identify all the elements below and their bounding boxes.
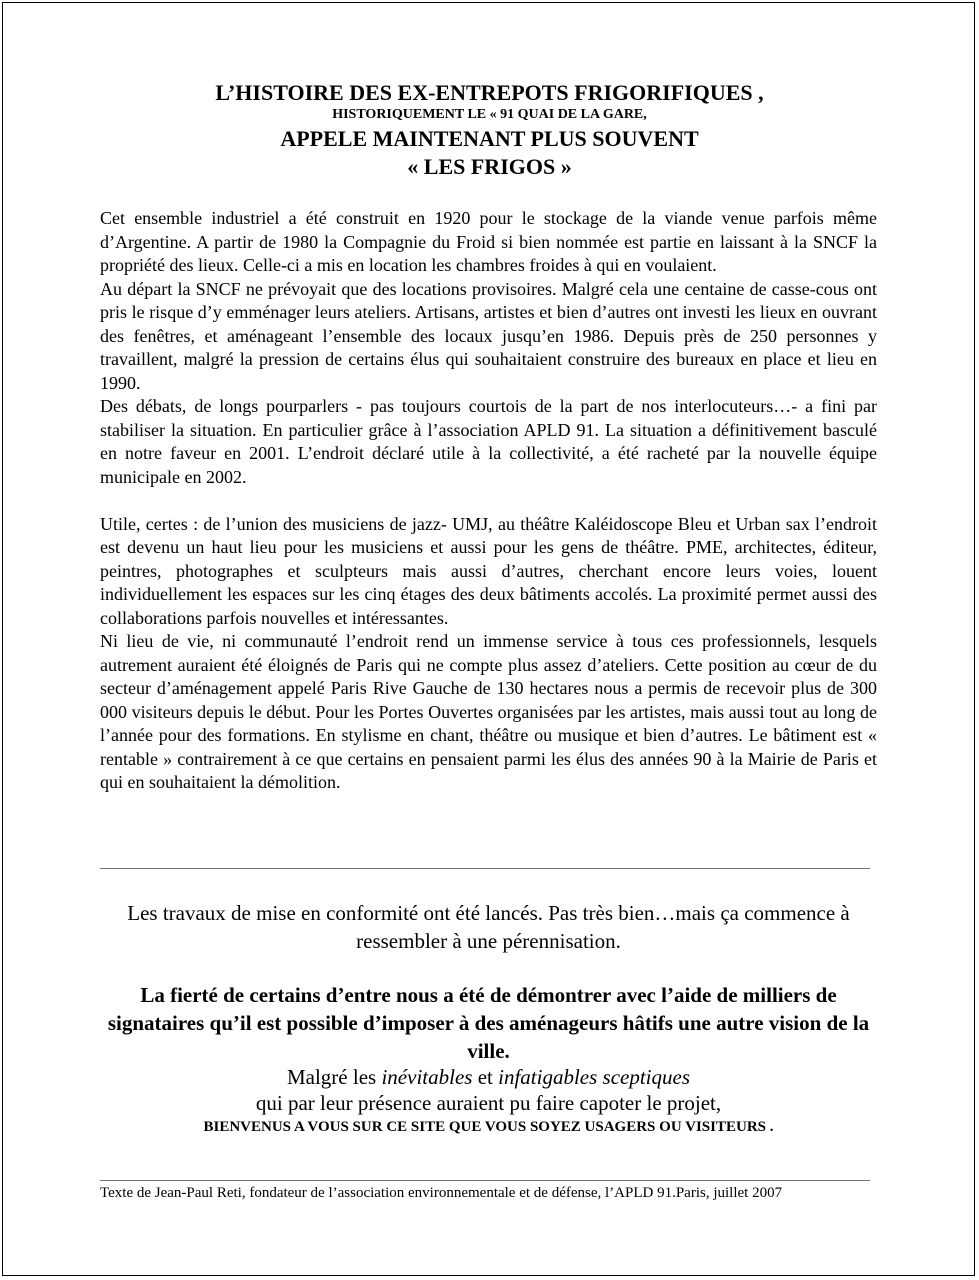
presence-line: qui par leur présence auraient pu faire capoter le projet, <box>255 1091 722 1115</box>
paragraph-construction: Cet ensemble industriel a été construit en 1920 pour le stockage de la viande venue parfois même d’Argentine. A partir de 1980 la Compagnie du Froid si bien nommée est partie en laissant à la SNCF la propriété des lieux. Celle-ci a mis en location les chambres froides à qui en voulaient. <box>100 208 877 275</box>
sceptics-mid: et <box>472 1065 499 1089</box>
sceptics-prefix: Malgré les <box>286 1065 382 1089</box>
sceptics-italic-1: inévitables <box>381 1065 473 1089</box>
author-credit: Texte de Jean-Paul Reti, fondateur de l’association environnementale et de défense, l’APLD 91.Paris, juillet 2007 <box>100 1185 783 1201</box>
history-text <box>100 207 877 795</box>
title-line-3: APPELE MAINTENANT PLUS SOUVENT <box>280 126 699 151</box>
sceptics-italic-2: infatigables sceptiques <box>498 1065 691 1089</box>
title-line-1: L’HISTOIRE DES EX-ENTREPOTS FRIGORIFIQUES , <box>215 80 764 105</box>
title-line-2: HISTORIQUEMENT LE « 91 QUAI DE LA GARE, <box>332 107 647 122</box>
footer-separator <box>100 1180 870 1181</box>
paragraph-negotiations: Des débats, de longs pourparlers - pas toujours courtois de la part de nos interlocuteurs…- a fini par stabiliser la situation. En particulier grâce à l’association APLD 91. La situation a définitivement basculé en notre faveur en 2001. L’endroit déclaré utile à la collectivité, a été racheté par la nouvelle équipe municipale en 2002. <box>100 396 877 487</box>
welcome-line: BIENVENUS A VOUS SUR CE SITE QUE VOUS SOYEZ USAGERS OU VISITEURS . <box>203 1119 774 1135</box>
paragraph-occupation: Au départ la SNCF ne prévoyait que des locations provisoires. Malgré cela une centaine de casse-cous ont pris le risque d’y emménager leurs ateliers. Artisans, artistes et bien d’autres ont investi les lieux en ouvrant des fenêtres, et aménageant l’ensemble des locaux jusqu’en 1986. Depuis près de 250 personnes y travaillent, malgré la pression de certains élus qui souhaitaient construire des bureaux en place et lieu en 1990. <box>100 278 877 393</box>
paragraph-usefulness: Utile, certes : de l’union des musiciens de jazz- UMJ, au théâtre Kaléidoscope Bleu et Urban sax l’endroit est devenu un haut lieu pour les musiciens et aussi pour les gens de théâtre. PME, architectes, éditeur, peintres, photographes et sculpteurs mais aussi d’autres, cherchant encore leurs voies, louent individuellement les espaces sur les cinq étages des deux bâtiments accolés. La proximité permet aussi des collaborations parfois nouvelles et intéressantes. <box>100 513 877 628</box>
works-statement: Les travaux de mise en conformité ont été lancés. Pas très bien…mais ça commence à ressembler à une pérennisation. <box>127 901 850 953</box>
sceptics-line <box>96 1064 881 1090</box>
title-line-4: « LES FRIGOS » <box>407 154 572 179</box>
separator-line <box>100 868 870 869</box>
paragraph-service: Ni lieu de vie, ni communauté l’endroit rend un immense service à tous ces professionnels, lesquels autrement auraient été éloignés de Paris qui ne compte plus assez d’ateliers. Cette position au cœur de du secteur d’aménagement appelé Paris Rive Gauche de 130 hectares nous a permis de recevoir plus de 300 000 visiteurs depuis le début. Pour les Portes Ouvertes organisées par les artistes, mais aussi tout au long de l’année pour des formations. En stylisme en chant, théâtre ou musique et bien d’autres. Le bâtiment est « rentable » contrairement à ce que certains en pensaient parmi les élus des années 90 à la Mairie de Paris et qui en souhaitaient la démolition. <box>100 631 877 792</box>
pride-statement: La fierté de certains d’entre nous a été de démontrer avec l’aide de milliers de signataires qu’il est possible d’imposer à des aménageurs hâtifs une autre vision de la ville. <box>107 983 870 1063</box>
